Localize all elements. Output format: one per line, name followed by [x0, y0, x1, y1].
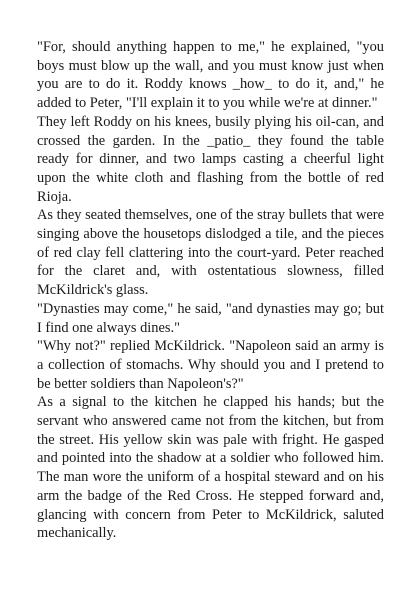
paragraph: As a signal to the kitchen he clapped his hands; but the servant who answered came not from the kitchen, but from the street. His yellow skin was pale with fright. He gasped and pointed into the shadow at a soldier who followed him. The man wore the uniform of a hospital steward and on his arm the badge of the Red Cross. He stepped forward and, glancing with concern from Peter to McKildrick, saluted mechanically. — [37, 394, 384, 542]
paragraph: As they seated themselves, one of the stray bullets that were singing above the housetops dislodged a tile, and the pieces of red clay fell clattering into the court-yard. Peter reached for the claret and, with ostentatious slowness, filled McKildrick's glass. — [37, 207, 384, 299]
paragraph: "Dynasties may come," he said, "and dynasties may go; but I find one always dines." — [37, 300, 384, 336]
page-text — [37, 38, 384, 543]
paragraph: They left Roddy on his knees, busily plying his oil-can, and crossed the garden. In the _patio_ they found the table ready for dinner, and two lamps casting a cheerful light upon the white cloth and flashing from the bottle of red Rioja. — [37, 113, 384, 205]
paragraph: "Why not?" replied McKildrick. "Napoleon said an army is a collection of stomachs. Why should you and I pretend to be better soldiers than Napoleon's?" — [37, 338, 384, 392]
paragraph: "For, should anything happen to me," he explained, "you boys must blow up the wall, and you must know just when you are to do it. Roddy knows _how_ to do it, and," he added to Peter, "I'll explain it to you while we're at dinner." — [37, 39, 384, 112]
